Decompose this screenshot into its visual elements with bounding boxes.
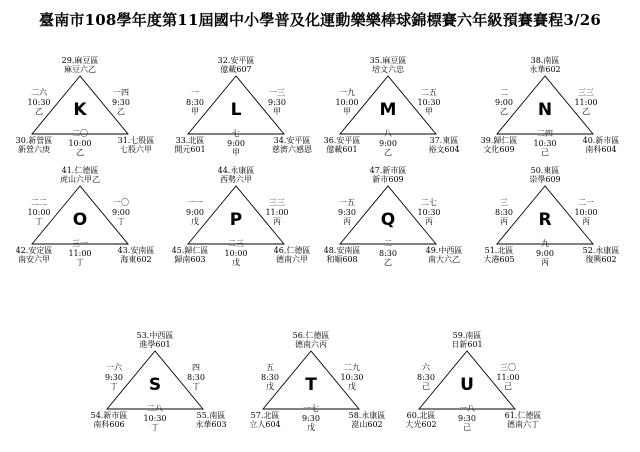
team-number: 61. <box>504 411 518 420</box>
match-time: 9:30 <box>338 207 356 217</box>
match-time: 9:30 <box>302 413 320 423</box>
team-number: 41. <box>61 166 75 175</box>
team-right-name: 崑山602 <box>351 420 383 429</box>
group-p <box>166 166 311 276</box>
team-number: 56. <box>292 331 306 340</box>
team-number: 36. <box>323 136 337 145</box>
team-district: 北區 <box>263 411 280 420</box>
match-court: 丁 <box>110 382 118 391</box>
match-court: 己 <box>463 423 471 432</box>
match-order: 二一 <box>578 198 594 207</box>
team-district: 北區 <box>188 136 205 145</box>
group-letter: R <box>538 210 552 230</box>
team-left-label <box>391 411 451 420</box>
match-order: 一三 <box>269 88 285 97</box>
team-left-name: 開元601 <box>174 145 206 154</box>
team-top-label <box>505 56 585 65</box>
match-court: 丙 <box>500 217 508 226</box>
match-order: 二 <box>384 239 392 248</box>
match-court: 丁 <box>151 423 159 432</box>
team-right-label <box>106 246 166 255</box>
match-bottom-side <box>219 129 253 158</box>
match-order: 一六 <box>106 363 122 372</box>
team-right-name: 慈濟六感恩 <box>272 145 312 154</box>
match-left-side <box>332 88 362 117</box>
team-top-label <box>348 56 428 65</box>
match-left-side <box>24 88 54 117</box>
team-district: 永康區 <box>230 166 255 175</box>
match-court: 甲 <box>425 107 433 116</box>
team-right-label <box>106 136 166 145</box>
team-district: 新市區 <box>382 166 407 175</box>
group-letter: N <box>537 100 553 120</box>
team-number: 45. <box>171 246 185 255</box>
match-order: 二九 <box>344 363 360 372</box>
match-order: 三三 <box>578 88 594 97</box>
team-number: 46. <box>273 246 287 255</box>
match-time: 10:30 <box>417 207 441 217</box>
match-time: 9:00 <box>379 138 397 148</box>
match-bottom-side <box>528 129 562 158</box>
team-number: 34. <box>273 136 287 145</box>
match-court: 乙 <box>76 148 84 157</box>
match-time: 9:00 <box>227 138 245 148</box>
match-court: 戊 <box>232 258 240 267</box>
team-number: 58. <box>348 411 362 420</box>
team-number: 37. <box>429 136 443 145</box>
match-left-side <box>489 88 519 117</box>
match-left-side <box>489 198 519 227</box>
team-number: 33. <box>175 136 189 145</box>
match-right-side <box>414 198 444 227</box>
group-r <box>475 166 620 276</box>
match-time: 8:30 <box>186 97 204 107</box>
team-right-name: 德南六甲 <box>276 255 308 264</box>
team-left-label <box>469 136 529 145</box>
match-bottom-side <box>63 239 97 268</box>
match-time: 10:00 <box>335 97 359 107</box>
team-left-name: 新營六庚 <box>18 145 50 154</box>
match-court: 丁 <box>35 217 43 226</box>
match-court: 甲 <box>273 107 281 116</box>
team-district: 安南區 <box>336 246 361 255</box>
match-court: 丁 <box>76 258 84 267</box>
match-time: 10:00 <box>27 207 51 217</box>
group-letter: S <box>148 375 162 395</box>
group-q <box>318 166 463 276</box>
match-right-side <box>493 363 523 392</box>
match-time: 11:00 <box>574 97 598 107</box>
match-left-side <box>24 198 54 227</box>
team-district: 北區 <box>419 411 436 420</box>
team-district: 安平區 <box>230 56 255 65</box>
match-time: 11:00 <box>496 372 520 382</box>
team-number: 43. <box>117 246 131 255</box>
team-right-label <box>571 136 631 145</box>
team-district: 仁德區 <box>74 166 99 175</box>
team-number: 55. <box>196 411 210 420</box>
match-order: 二五 <box>421 88 437 97</box>
team-number: 29. <box>61 56 75 65</box>
match-order: 二三 <box>228 239 244 248</box>
team-top-label <box>271 331 351 340</box>
group-letter: P <box>229 210 243 230</box>
team-top-label <box>505 166 585 175</box>
match-order: 二 <box>500 88 508 97</box>
team-top-name: 進學601 <box>139 340 171 349</box>
group-letter: U <box>460 375 474 395</box>
team-number: 51. <box>484 246 498 255</box>
match-order: 七 <box>232 129 240 138</box>
team-top-name: 西勢六甲 <box>220 175 252 184</box>
team-district: 南區 <box>465 331 482 340</box>
match-time: 9:00 <box>495 97 513 107</box>
team-number: 53. <box>136 331 150 340</box>
team-district: 麻豆區 <box>382 56 407 65</box>
match-right-side <box>414 88 444 117</box>
team-number: 60. <box>406 411 420 420</box>
team-district: 安定區 <box>28 246 53 255</box>
team-district: 新營區 <box>28 136 53 145</box>
match-time: 8:30 <box>495 207 513 217</box>
team-top-name: 虎山六甲乙 <box>60 175 100 184</box>
team-district: 東區 <box>543 166 560 175</box>
team-left-label <box>79 411 139 420</box>
match-order: 二二 <box>31 198 47 207</box>
team-number: 42. <box>15 246 29 255</box>
team-district: 北區 <box>497 246 514 255</box>
match-court: 甲 <box>343 107 351 116</box>
team-left-label <box>4 246 64 255</box>
match-order: 三一 <box>72 239 88 248</box>
match-court: 乙 <box>582 107 590 116</box>
team-number: 35. <box>369 56 383 65</box>
team-left-label <box>4 136 64 145</box>
match-court: 丙 <box>582 217 590 226</box>
group-letter: O <box>72 210 88 230</box>
team-top-name: 麻豆六乙 <box>64 65 96 74</box>
match-time: 9:30 <box>268 97 286 107</box>
match-time: 10:30 <box>417 97 441 107</box>
team-right-label <box>337 411 397 420</box>
team-top-name: 新市609 <box>372 175 404 184</box>
group-u <box>397 331 542 441</box>
match-bottom-side <box>450 404 484 433</box>
match-order: 一八 <box>459 404 475 413</box>
team-number: 59. <box>452 331 466 340</box>
match-court: 乙 <box>500 107 508 116</box>
team-right-name: 永華603 <box>195 420 227 429</box>
team-left-label <box>160 136 220 145</box>
match-order: 二八 <box>147 404 163 413</box>
match-left-side <box>180 88 210 117</box>
team-right-name: 復興602 <box>585 255 617 264</box>
match-court: 戊 <box>191 217 199 226</box>
group-letter: L <box>230 100 242 120</box>
team-district: 中西區 <box>438 246 463 255</box>
match-court: 甲 <box>191 107 199 116</box>
match-order: 二〇 <box>72 129 88 138</box>
match-order: 三 <box>500 198 508 207</box>
match-court: 乙 <box>384 148 392 157</box>
team-top-name: 億載607 <box>220 65 252 74</box>
match-court: 丁 <box>117 217 125 226</box>
group-o <box>10 166 155 276</box>
match-time: 10:00 <box>574 207 598 217</box>
team-right-label <box>414 246 474 255</box>
team-left-name: 和順608 <box>326 255 358 264</box>
team-right-name: 南大六乙 <box>428 255 460 264</box>
match-time: 8:30 <box>417 372 435 382</box>
match-order: 一一 <box>187 198 203 207</box>
match-order: 一四 <box>113 88 129 97</box>
group-letter: M <box>379 100 397 120</box>
team-top-name: 日新601 <box>451 340 483 349</box>
team-number: 48. <box>323 246 337 255</box>
team-number: 57. <box>250 411 264 420</box>
team-top-label <box>40 166 120 175</box>
team-top-label <box>196 56 276 65</box>
match-court: 戊 <box>348 382 356 391</box>
team-right-name: 德南六丁 <box>507 420 539 429</box>
team-district: 仁德區 <box>286 246 311 255</box>
match-order: 一九 <box>339 88 355 97</box>
team-top-name: 培文六忠 <box>372 65 404 74</box>
match-left-side <box>332 198 362 227</box>
group-l <box>166 56 312 166</box>
team-number: 30. <box>15 136 29 145</box>
match-order: 一 <box>191 88 199 97</box>
match-time: 9:00 <box>186 207 204 217</box>
match-order: 九 <box>541 239 549 248</box>
team-number: 54. <box>90 411 104 420</box>
match-court: 乙 <box>384 258 392 267</box>
match-order: 二六 <box>31 88 47 97</box>
team-right-label <box>414 136 474 145</box>
team-district: 南區 <box>543 56 560 65</box>
match-time: 10:00 <box>224 248 248 258</box>
team-right-name: 南科604 <box>585 145 617 154</box>
team-district: 中西區 <box>149 331 174 340</box>
team-district: 南區 <box>209 411 226 420</box>
team-number: 40. <box>582 136 596 145</box>
match-bottom-side <box>371 129 405 158</box>
team-left-label <box>235 411 295 420</box>
match-time: 10:30 <box>533 138 557 148</box>
team-right-name: 七股六甲 <box>120 145 152 154</box>
team-district: 永康區 <box>361 411 386 420</box>
team-top-label <box>348 166 428 175</box>
team-number: 52. <box>582 246 596 255</box>
group-t <box>241 331 386 441</box>
team-district: 七股區 <box>130 136 155 145</box>
match-court: 乙 <box>35 107 43 116</box>
match-order: 二七 <box>421 198 437 207</box>
match-time: 8:30 <box>379 248 397 258</box>
team-number: 31. <box>117 136 131 145</box>
team-number: 50. <box>530 166 544 175</box>
team-left-label <box>160 246 220 255</box>
team-number: 39. <box>480 136 494 145</box>
group-letter: T <box>305 375 317 395</box>
match-right-side <box>262 88 292 117</box>
match-right-side <box>571 88 601 117</box>
match-right-side <box>337 363 367 392</box>
match-bottom-side <box>219 239 253 268</box>
team-top-name: 德南六丙 <box>295 340 327 349</box>
page-title: 臺南市108學年度第11屆國中小學普及化運動樂樂棒球錦標賽六年級預賽賽程3/26 <box>39 11 601 29</box>
match-time: 8:30 <box>261 372 279 382</box>
match-bottom-side <box>63 129 97 158</box>
team-district: 仁德區 <box>517 411 542 420</box>
match-right-side <box>106 198 136 227</box>
match-bottom-side <box>528 239 562 268</box>
match-court: 己 <box>541 148 549 157</box>
group-s <box>85 331 225 441</box>
match-right-side <box>571 198 601 227</box>
match-court: 乙 <box>117 107 125 116</box>
group-letter: K <box>73 100 87 120</box>
match-time: 10:30 <box>340 372 364 382</box>
team-top-name: 永華602 <box>529 65 561 74</box>
team-district: 安南區 <box>130 246 155 255</box>
match-left-side <box>180 198 210 227</box>
match-court: 戊 <box>307 423 315 432</box>
match-court: 丙 <box>425 217 433 226</box>
team-left-name: 大港605 <box>483 255 515 264</box>
match-time: 9:30 <box>112 97 130 107</box>
match-order: 三〇 <box>500 363 516 372</box>
team-left-label <box>312 246 372 255</box>
team-left-name: 歸南603 <box>174 255 206 264</box>
group-k <box>10 56 155 166</box>
group-m <box>318 56 458 166</box>
team-top-label <box>40 56 120 65</box>
team-left-name: 南科606 <box>93 420 125 429</box>
team-district: 永康區 <box>595 246 620 255</box>
team-top-label <box>115 331 195 340</box>
match-time: 11:00 <box>265 207 289 217</box>
match-order: 六 <box>422 363 430 372</box>
team-right-name: 海東602 <box>120 255 152 264</box>
team-left-label <box>469 246 529 255</box>
team-district: 新市區 <box>595 136 620 145</box>
match-order: 一七 <box>303 404 319 413</box>
group-letter: Q <box>380 210 396 230</box>
team-district: 安平區 <box>286 136 311 145</box>
team-district: 歸仁區 <box>493 136 518 145</box>
team-left-name: 南安六甲 <box>18 255 50 264</box>
team-district: 新市區 <box>103 411 128 420</box>
match-order: 一五 <box>339 198 355 207</box>
match-time: 11:00 <box>68 248 92 258</box>
team-top-name: 崇學609 <box>529 175 561 184</box>
match-order: 三三 <box>269 198 285 207</box>
match-bottom-side <box>371 239 405 268</box>
team-number: 32. <box>217 56 231 65</box>
match-time: 8:30 <box>187 372 205 382</box>
match-time: 10:30 <box>27 97 51 107</box>
match-time: 10:00 <box>68 138 92 148</box>
team-top-label <box>427 331 507 340</box>
team-left-name: 億載601 <box>326 145 358 154</box>
team-number: 44. <box>217 166 231 175</box>
match-bottom-side <box>138 404 172 433</box>
team-district: 安平區 <box>336 136 361 145</box>
match-court: 丙 <box>343 217 351 226</box>
team-district: 仁德區 <box>305 331 330 340</box>
match-right-side <box>262 198 292 227</box>
team-district: 麻豆區 <box>74 56 99 65</box>
team-right-label <box>181 411 241 420</box>
team-left-name: 大光602 <box>405 420 437 429</box>
match-right-side <box>181 363 211 392</box>
match-court: 丙 <box>273 217 281 226</box>
match-time: 9:00 <box>112 207 130 217</box>
match-left-side <box>411 363 441 392</box>
match-court: 己 <box>422 382 430 391</box>
match-court: 丙 <box>541 258 549 267</box>
match-court: 戊 <box>266 382 274 391</box>
team-right-label <box>571 246 631 255</box>
team-left-label <box>312 136 372 145</box>
team-left-name: 文化609 <box>483 145 515 154</box>
match-order: 八 <box>384 129 392 138</box>
team-right-label <box>493 411 553 420</box>
match-bottom-side <box>294 404 328 433</box>
match-time: 10:30 <box>143 413 167 423</box>
match-time: 9:30 <box>105 372 123 382</box>
match-left-side <box>99 363 129 392</box>
match-time: 9:30 <box>458 413 476 423</box>
team-right-name: 裕文604 <box>428 145 460 154</box>
match-right-side <box>106 88 136 117</box>
match-court: 己 <box>504 382 512 391</box>
match-order: 四 <box>192 363 200 372</box>
team-top-label <box>196 166 276 175</box>
match-order: 一〇 <box>113 198 129 207</box>
match-court: 甲 <box>232 148 240 157</box>
match-order: 五 <box>266 363 274 372</box>
team-district: 東區 <box>442 136 459 145</box>
team-left-name: 立人604 <box>249 420 281 429</box>
match-court: 丁 <box>192 382 200 391</box>
group-n <box>475 56 620 166</box>
match-time: 9:00 <box>536 248 554 258</box>
team-number: 38. <box>530 56 544 65</box>
match-left-side <box>255 363 285 392</box>
team-number: 47. <box>369 166 383 175</box>
match-order: 二四 <box>537 129 553 138</box>
team-number: 49. <box>425 246 439 255</box>
team-district: 歸仁區 <box>184 246 209 255</box>
